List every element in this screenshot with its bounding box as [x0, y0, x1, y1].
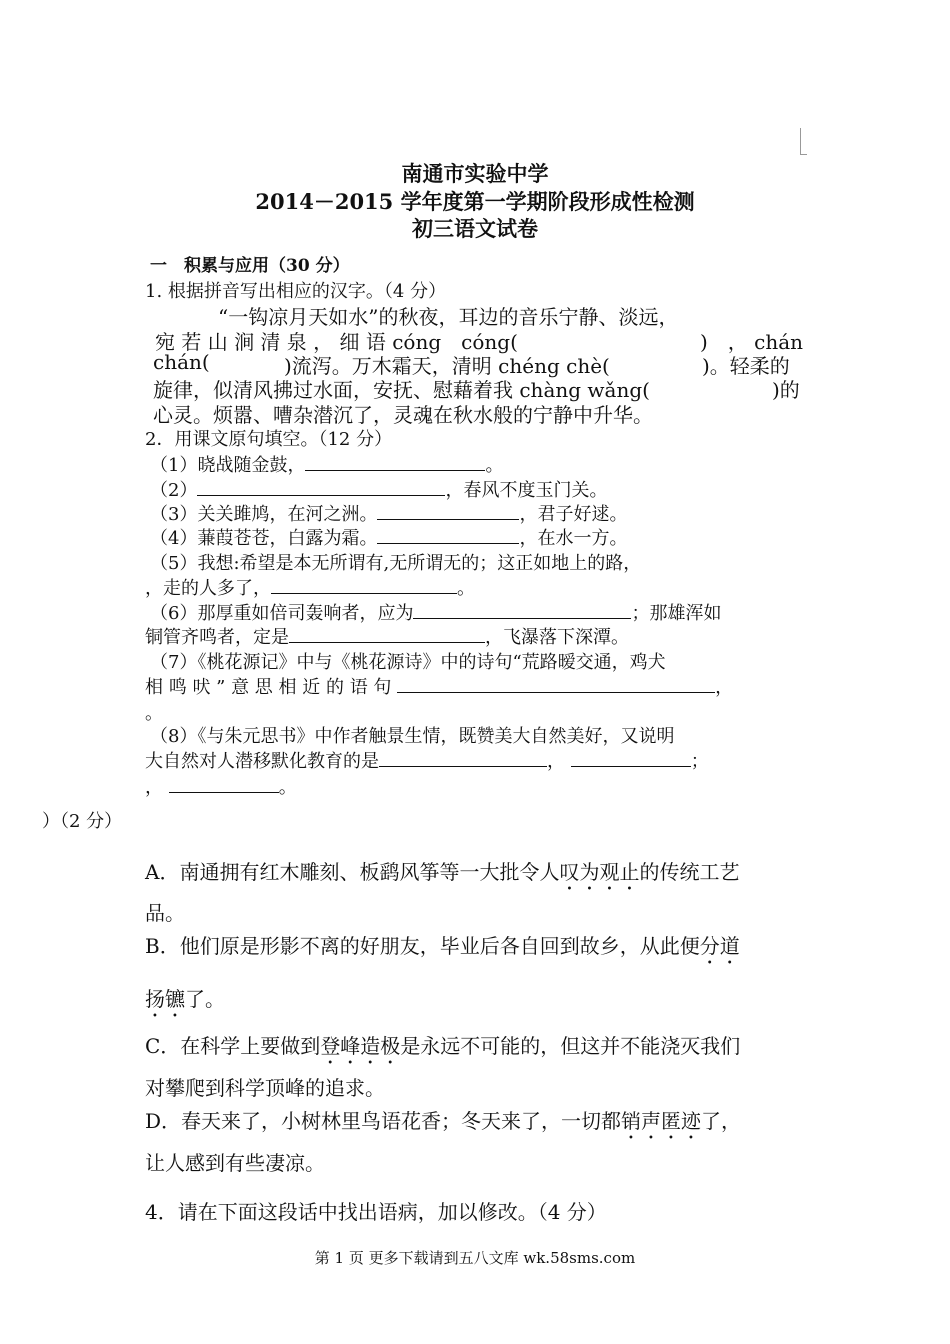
q2-item-6-text: （6）那厚重如倍司轰响者，应为 — [150, 603, 414, 624]
q3-option-d-cont: 让人感到有些凄凉。 — [145, 1151, 325, 1175]
option-a-text-end: 的传统工艺 — [639, 860, 740, 884]
q2-item-1-end: 。 — [485, 455, 504, 476]
q2-prompt: 2．用课文原句填空。（12 分） — [145, 429, 393, 450]
q3-option-b-cont — [145, 983, 225, 1022]
q2-item-8-cont — [145, 747, 709, 773]
answer-blank[interactable] — [377, 503, 519, 520]
answer-blank[interactable] — [413, 602, 631, 619]
q2-item-1 — [150, 451, 503, 477]
q2-item-1-text: （1）晓战随金鼓， — [150, 455, 306, 476]
answer-blank[interactable] — [305, 454, 485, 471]
q1-line3-start: chán( — [153, 350, 210, 374]
q3-stem: ）（2 分） — [42, 811, 123, 832]
answer-blank[interactable] — [169, 776, 279, 793]
q2-item-5-text: ，走的人多了， — [145, 578, 271, 599]
q2-item-4-text: （4）蒹葭苍苍，白露为霜。 — [150, 528, 378, 549]
q2-item-5-end: 。 — [457, 578, 475, 599]
q3-option-b[interactable] — [145, 930, 740, 969]
option-d-idiom: 销声匿迹 — [621, 1109, 702, 1133]
q2-item-7-cont — [145, 673, 733, 699]
q1-line3-end: )。轻柔的 — [702, 354, 790, 378]
q1-line4-start: 旋律，似清风拂过水面，安抚、慰藉着我 chàng wǎng( — [153, 378, 650, 402]
answer-blank[interactable] — [379, 750, 547, 767]
q3-option-a[interactable] — [145, 856, 739, 895]
option-d-text: D．春天来了，小树林里鸟语花香；冬天来了，一切都 — [145, 1109, 622, 1133]
q3-option-c-cont: 对攀爬到科学顶峰的追求。 — [145, 1076, 385, 1100]
q2-item-7-end: 。 — [145, 703, 163, 724]
q2-item-6-cont — [145, 623, 629, 649]
q2-item-8-period: 。 — [278, 777, 297, 798]
q3-option-c[interactable] — [145, 1030, 740, 1069]
answer-blank[interactable] — [397, 676, 715, 693]
q2-item-2 — [150, 476, 607, 502]
q2-item-2-text: ，春风不度玉门关。 — [445, 480, 608, 501]
school-title: 南通市实验中学 — [401, 161, 549, 186]
q4-prompt: 4．请在下面这段话中找出语病，加以修改。（4 分） — [145, 1200, 607, 1224]
q2-item-8-text: 大自然对人潜移默化教育的是 — [145, 751, 379, 772]
q2-item-5-cont — [145, 574, 475, 600]
q2-item-4 — [150, 524, 627, 550]
q2-item-7-text: 相 鸣 吠 ” 意 思 相 近 的 语 句 — [145, 677, 392, 698]
q1-line2-start: 宛 若 山 涧 清 泉 ， 细 语 cóng cóng( — [155, 330, 518, 354]
q2-item-8-comma2: ， — [145, 777, 163, 798]
answer-blank[interactable] — [271, 577, 457, 594]
option-a-text: A．南通拥有红木雕刻、板鹞风筝等一大批令人 — [145, 860, 560, 884]
corner-mark — [800, 128, 807, 155]
option-a-idiom: 叹为观止 — [559, 860, 640, 884]
paper-title: 初三语文试卷 — [412, 216, 538, 241]
q2-item-6-mid: ；那雄浑如 — [631, 603, 722, 624]
option-b-text-end: 了。 — [185, 987, 225, 1011]
q1-line5: 心灵。烦嚣、嘈杂潜沉了，灵魂在秋水般的宁静中升华。 — [153, 403, 653, 427]
option-b-text: B．他们原是形影不离的好朋友，毕业后各自回到故乡，从此便 — [145, 934, 700, 958]
option-c-idiom: 登峰造极 — [320, 1034, 401, 1058]
q3-option-d[interactable] — [145, 1105, 741, 1144]
q2-item-7-comma: ， — [715, 677, 734, 698]
q2-item-8: （8）《与朱元思书》中作者触景生情，既赞美大自然美好，又说明 — [150, 726, 675, 747]
option-b-idiom-1: 分道 — [699, 934, 740, 958]
q2-item-4-end: ，在水一方。 — [519, 528, 628, 549]
q1-line1: “一钩凉月天如水”的秋夜，耳边的音乐宁静、淡远， — [218, 305, 679, 329]
q2-item-6 — [150, 599, 721, 625]
q1-prompt: 1. 根据拼音写出相应的汉字。（4 分） — [145, 281, 447, 302]
q2-item-3 — [150, 500, 627, 526]
q1-line4-end: )的 — [772, 378, 800, 402]
q2-item-6-text2: 铜管齐鸣者，定是 — [145, 627, 289, 648]
q2-item-2-num: （2） — [150, 480, 198, 501]
q2-item-7: （7）《桃花源记》中与《桃花源诗》中的诗句“荒路暧交通，鸡犬 — [150, 652, 666, 673]
q2-item-8-comma: ， — [547, 751, 565, 772]
q1-line3-mid: )流泻。万木霜天，清明 chéng chè( — [284, 354, 610, 378]
answer-blank[interactable] — [289, 626, 485, 643]
option-c-text: C．在科学上要做到 — [145, 1034, 321, 1058]
q2-item-3-end: ，君子好逑。 — [519, 504, 628, 525]
answer-blank[interactable] — [571, 750, 691, 767]
q2-item-3-text: （3）关关雎鸠，在河之洲。 — [150, 504, 378, 525]
q3-option-a-cont: 品。 — [145, 901, 185, 925]
page-footer: 第 1 页 更多下载请到五八文库 wk.58sms.com — [314, 1249, 636, 1267]
q2-item-5: （5）我想:希望是本无所谓有,无所谓无的；这正如地上的路， — [150, 553, 642, 574]
exam-title: 2014－2015 学年度第一学期阶段形成性检测 — [255, 189, 695, 214]
option-d-text-end: 了， — [701, 1109, 742, 1133]
q2-item-8-end — [145, 773, 297, 799]
answer-blank[interactable] — [197, 479, 445, 496]
q2-item-6-end: ，飞瀑落下深潭。 — [485, 627, 629, 648]
answer-blank[interactable] — [377, 527, 519, 544]
option-b-idiom-2: 扬镳 — [145, 987, 185, 1011]
q2-item-8-semicolon: ； — [690, 751, 709, 772]
q1-line2-end: ) ， chán — [700, 330, 804, 354]
option-c-text-end: 是永远不可能的，但这并不能浇灭我们 — [400, 1034, 741, 1058]
section-heading: 一 积累与应用（30 分） — [150, 256, 350, 276]
